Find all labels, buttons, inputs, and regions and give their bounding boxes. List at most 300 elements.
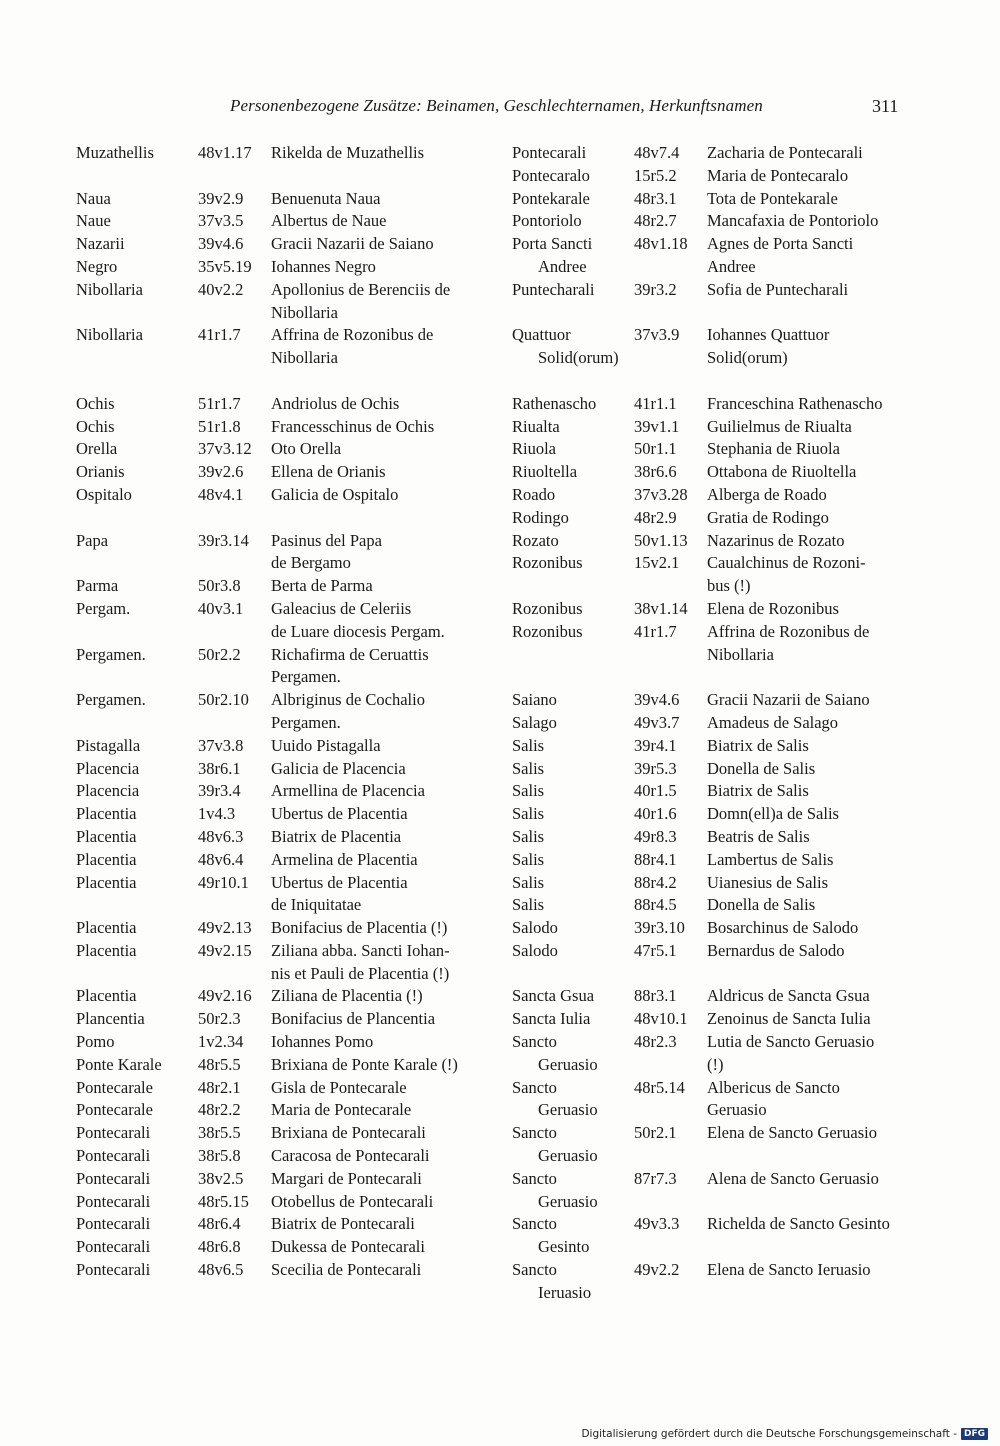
- entry-name: [512, 210, 634, 233]
- index-entry: [512, 1213, 912, 1259]
- entry-name: [76, 142, 198, 165]
- entry-text: [707, 917, 912, 940]
- entry-reference: 38r5.5: [198, 1123, 241, 1143]
- entry-name: [512, 735, 634, 758]
- entry-text: [707, 985, 912, 1008]
- entry-reference: 39r3.4: [198, 781, 241, 801]
- entry-name: [512, 484, 634, 507]
- index-entry: [76, 393, 476, 416]
- entry-name: [76, 598, 198, 644]
- entry-text-line: de Iniquitatae: [271, 895, 362, 915]
- entry-name: [512, 552, 634, 598]
- entry-text-line: Apollonius de Berenciis de: [271, 279, 451, 299]
- entry-text-line: Margari de Pontecarali: [271, 1168, 422, 1188]
- entry-name: [76, 758, 198, 781]
- entry-name: [76, 484, 198, 507]
- entry-reference: 38v2.5: [198, 1168, 244, 1188]
- entry-text-line: Albertus de Naue: [271, 211, 387, 231]
- entry-name: [76, 1145, 198, 1168]
- entry-text: [707, 1213, 912, 1259]
- entry-text-line: Ottabona de Riuoltella: [707, 462, 857, 482]
- entry-text-line: Biatrix de Pontecarali: [271, 1214, 415, 1234]
- entry-reference: 48r2.1: [198, 1077, 241, 1097]
- entry-name-continuation: Geruasio: [538, 1146, 598, 1166]
- entry-text: [707, 461, 912, 484]
- entry-text-line: Armelina de Placentia: [271, 849, 418, 869]
- entry-text: [271, 1213, 476, 1236]
- entry-name-line: Pontecaralo: [512, 165, 590, 185]
- running-header: Personenbezogene Zusätze: Beinamen, Geschlechternamen, Herkunftsnamen: [230, 96, 763, 115]
- entry-text-line: Gracii Nazarii de Saiano: [707, 690, 870, 710]
- index-entry: [512, 507, 912, 530]
- entry-text: [271, 438, 476, 461]
- entry-reference: 50r2.2: [198, 644, 241, 664]
- entry-name: [512, 940, 634, 963]
- entry-name: [76, 644, 198, 690]
- entry-reference: 49r8.3: [634, 826, 677, 846]
- footer-text: Digitalisierung gefördert durch die Deutsche Forschungsgemeinschaft -: [581, 1428, 957, 1440]
- entry-reference: 48v6.5: [198, 1260, 244, 1280]
- entry-name: [512, 416, 634, 439]
- index-entry: [76, 1191, 476, 1214]
- entry-name: [512, 530, 634, 553]
- entry-name-line: Pontecarale: [76, 1077, 153, 1097]
- entry-name: [76, 689, 198, 735]
- index-entry: [512, 1008, 912, 1031]
- entry-name: [512, 894, 634, 917]
- entry-reference: 88r3.1: [634, 986, 677, 1006]
- entry-text-line: Armellina de Placencia: [271, 781, 425, 801]
- entry-text-line: Caracosa de Pontecarali: [271, 1146, 430, 1166]
- entry-name: [76, 849, 198, 872]
- entry-text-line: Bonifacius de Plancentia: [271, 1009, 436, 1029]
- entry-text: [271, 985, 476, 1008]
- entry-name: [512, 1008, 634, 1031]
- entry-text: [707, 940, 912, 963]
- entry-text: [271, 416, 476, 439]
- entry-reference: 37v3.12: [198, 439, 252, 459]
- entry-name-line: Pontekarale: [512, 188, 590, 208]
- index-entry: [512, 872, 912, 895]
- entry-name: [512, 279, 634, 302]
- index-entry: [512, 438, 912, 461]
- entry-name-line: Pontoriolo: [512, 211, 582, 231]
- entry-text: [271, 872, 476, 918]
- entry-text: [271, 1122, 476, 1145]
- entry-text-line: Berta de Parma: [271, 576, 373, 596]
- entry-text-line: Caualchinus de Rozoni-: [707, 553, 866, 573]
- index-entry: [512, 416, 912, 439]
- entry-text-line: Aldricus de Sancta Gsua: [707, 986, 870, 1006]
- entry-text: [271, 735, 476, 758]
- entry-name: [76, 872, 198, 918]
- entry-text-line: Bonifacius de Placentia (!): [271, 918, 448, 938]
- index-entry: [76, 917, 476, 940]
- entry-text-line: Scecilia de Pontecarali: [271, 1260, 422, 1280]
- entry-text-line: Pergamen.: [271, 667, 341, 687]
- entry-name-line: Pomo: [76, 1032, 115, 1052]
- entry-text: [271, 826, 476, 849]
- entry-name: [76, 940, 198, 986]
- index-entry: [512, 210, 912, 233]
- index-column-left: [76, 142, 476, 1282]
- entry-reference: 49v3.3: [634, 1214, 680, 1234]
- entry-text-line: Mancafaxia de Pontoriolo: [707, 211, 879, 231]
- entry-text-line: Affrina de Rozonibus de: [707, 621, 870, 641]
- entry-name-line: Riuoltella: [512, 462, 578, 482]
- entry-text: [271, 917, 476, 940]
- entry-reference: 50r2.3: [198, 1009, 241, 1029]
- entry-text-line: Alena de Sancto Geruasio: [707, 1168, 879, 1188]
- entry-text-line: Biatrix de Salis: [707, 781, 809, 801]
- entry-text-line: Stephania de Riuola: [707, 439, 840, 459]
- index-entry: [512, 142, 912, 165]
- entry-text-line: Rikelda de Muzathellis: [271, 143, 425, 162]
- section-gap: [76, 370, 476, 393]
- entry-text: [271, 142, 476, 165]
- entry-text: [271, 598, 476, 644]
- entry-name-line: Pontecarali: [76, 1146, 151, 1166]
- entry-text-line: Lambertus de Salis: [707, 849, 834, 869]
- entry-text-line: Tota de Pontekarale: [707, 188, 838, 208]
- index-entry: [512, 826, 912, 849]
- entry-reference: 48r6.4: [198, 1214, 241, 1234]
- entry-name: [512, 393, 634, 416]
- entry-name-line: Puntecharali: [512, 279, 595, 299]
- entry-text-line: Richafirma de Ceruattis: [271, 644, 429, 664]
- entry-text: [707, 188, 912, 211]
- entry-name: [76, 256, 198, 279]
- entry-reference: 37v3.28: [634, 484, 688, 504]
- entry-text-line: Biatrix de Placentia: [271, 826, 402, 846]
- index-entry: [76, 1031, 476, 1054]
- index-entry: [512, 188, 912, 211]
- entry-name: [512, 758, 634, 781]
- section-gap: [512, 963, 912, 986]
- entry-name: [76, 210, 198, 233]
- entry-text: [271, 256, 476, 279]
- entry-name-line: Ochis: [76, 393, 115, 413]
- entry-text: [271, 233, 476, 256]
- entry-name: [76, 1191, 198, 1214]
- entry-reference: 49v2.13: [198, 918, 252, 938]
- entry-text: [707, 1031, 912, 1077]
- entry-name: [512, 826, 634, 849]
- entry-name-line: Orianis: [76, 462, 125, 482]
- entry-name: [76, 1236, 198, 1259]
- entry-reference: 48v1.18: [634, 234, 688, 254]
- index-entry: [512, 393, 912, 416]
- entry-reference: 37v3.8: [198, 735, 244, 755]
- entry-text: [707, 598, 912, 621]
- entry-text-line: Galicia de Placencia: [271, 758, 406, 778]
- entry-text-line: Maria de Pontecaralo: [707, 165, 849, 185]
- entry-reference: 39r3.14: [198, 530, 249, 550]
- index-entry: [512, 780, 912, 803]
- entry-name: [76, 735, 198, 758]
- entry-name: [76, 1122, 198, 1145]
- entry-reference: 49v3.7: [634, 712, 680, 732]
- entry-name-line: Placentia: [76, 986, 137, 1006]
- entry-reference: 50r2.10: [198, 690, 249, 710]
- entry-reference: 39r4.1: [634, 735, 677, 755]
- index-entry: [76, 461, 476, 484]
- entry-text: [271, 1099, 476, 1122]
- index-entry: [512, 233, 912, 279]
- entry-reference: 37v3.5: [198, 211, 244, 231]
- entry-name-line: Rozonibus: [512, 598, 583, 618]
- entry-text-line: Sofia de Puntecharali: [707, 279, 849, 299]
- entry-text-line: Bosarchinus de Salodo: [707, 918, 859, 938]
- entry-name-continuation: Geruasio: [538, 1100, 598, 1120]
- entry-name-line: Salodo: [512, 918, 558, 938]
- index-entry: [76, 803, 476, 826]
- index-entry: [76, 210, 476, 233]
- entry-reference: 50v1.13: [634, 530, 688, 550]
- entry-name-line: Pontecarali: [76, 1191, 151, 1211]
- entry-name: [76, 188, 198, 211]
- entry-reference: 38r6.6: [634, 462, 677, 482]
- entry-text-line: Francesschinus de Ochis: [271, 416, 435, 436]
- entry-text-line: Domn(ell)a de Salis: [707, 804, 839, 824]
- index-entry: [512, 1122, 912, 1168]
- entry-text-line: Amadeus de Salago: [707, 712, 839, 732]
- entry-text-line: (!): [707, 1054, 724, 1074]
- entry-text-line: Bernardus de Salodo: [707, 940, 845, 960]
- entry-name-continuation: Ieruasio: [538, 1282, 592, 1302]
- entry-text-line: Benuenuta Naua: [271, 188, 381, 208]
- entry-name-line: Salis: [512, 735, 545, 755]
- entry-name-line: Roado: [512, 484, 556, 504]
- entry-name-line: Orella: [76, 439, 118, 459]
- index-entry: [512, 1259, 912, 1305]
- entry-name-line: Sancta Gsua: [512, 986, 595, 1006]
- entry-text-line: Richelda de Sancto Gesinto: [707, 1214, 890, 1234]
- entry-text: [707, 621, 912, 667]
- entry-name-line: Rathenascho: [512, 393, 597, 413]
- entry-name-line: Sancto: [512, 1260, 557, 1280]
- entry-reference: 40v2.2: [198, 279, 244, 299]
- entry-name-line: Riuola: [512, 439, 556, 459]
- entry-name-line: Salago: [512, 712, 557, 732]
- entry-text-line: Elena de Rozonibus: [707, 598, 839, 618]
- entry-text: [707, 233, 912, 279]
- entry-text: [707, 530, 912, 553]
- index-entry: [76, 1099, 476, 1122]
- entry-reference: 40v3.1: [198, 598, 244, 618]
- entry-text: [271, 689, 476, 735]
- index-entry: [76, 1054, 476, 1077]
- index-column-right: [512, 142, 912, 1305]
- entry-name-line: Placentia: [76, 872, 137, 892]
- entry-reference: 41r1.7: [198, 325, 241, 345]
- entry-text: [707, 712, 912, 735]
- entry-text: [707, 1168, 912, 1214]
- entry-text-line: Ubertus de Placentia: [271, 804, 408, 824]
- entry-name: [76, 530, 198, 576]
- entry-name: [512, 507, 634, 530]
- index-entry: [512, 849, 912, 872]
- entry-reference: 40r1.6: [634, 804, 677, 824]
- entry-name-line: Pergamen.: [76, 644, 146, 664]
- entry-text-line: Galicia de Ospitalo: [271, 484, 399, 504]
- entry-text-line: Oto Orella: [271, 439, 342, 459]
- entry-name: [76, 438, 198, 461]
- entry-text-line: Maria de Pontecarale: [271, 1100, 412, 1120]
- page-number: 311: [872, 96, 899, 116]
- dfg-logo: DFG: [961, 1428, 988, 1440]
- entry-text: [707, 803, 912, 826]
- entry-text: [271, 324, 476, 370]
- entry-text-line: Uuido Pistagalla: [271, 735, 381, 755]
- entry-text-line: Zenoinus de Sancta Iulia: [707, 1009, 871, 1029]
- entry-reference: 50r1.1: [634, 439, 677, 459]
- entry-name: [512, 985, 634, 1008]
- entry-name: [76, 985, 198, 1008]
- entry-name-line: Pontecarali: [76, 1260, 151, 1280]
- entry-reference: 87r7.3: [634, 1168, 677, 1188]
- entry-name-line: Rodingo: [512, 507, 569, 527]
- entry-name-line: Ponte Karale: [76, 1054, 162, 1074]
- index-entry: [76, 780, 476, 803]
- entry-name-line: Pontecarali: [76, 1237, 151, 1257]
- entry-name: [76, 1099, 198, 1122]
- entry-text: [707, 416, 912, 439]
- entry-reference: 48r3.1: [634, 188, 677, 208]
- entry-name-line: Salis: [512, 872, 545, 892]
- index-entry: [512, 803, 912, 826]
- entry-reference: 15r5.2: [634, 165, 677, 185]
- entry-name: [512, 849, 634, 872]
- entry-text: [707, 165, 912, 188]
- entry-name-line: Pontecarali: [76, 1168, 151, 1188]
- section-gap: [76, 165, 476, 188]
- entry-reference: 51r1.7: [198, 393, 241, 413]
- entry-name-line: Salodo: [512, 940, 558, 960]
- entry-name: [512, 803, 634, 826]
- entry-text-line: Dukessa de Pontecarali: [271, 1237, 425, 1257]
- index-entry: [76, 689, 476, 735]
- entry-reference: 49v2.15: [198, 940, 252, 960]
- index-entry: [76, 598, 476, 644]
- entry-name: [512, 1259, 634, 1305]
- entry-reference: 39v4.6: [634, 690, 680, 710]
- index-entry: [512, 461, 912, 484]
- entry-reference: 15v2.1: [634, 553, 680, 573]
- entry-name-line: Placentia: [76, 826, 137, 846]
- entry-name-line: Naua: [76, 188, 111, 208]
- entry-name-line: Salis: [512, 781, 545, 801]
- entry-name: [76, 917, 198, 940]
- entry-name-line: Sancto: [512, 1123, 557, 1143]
- entry-reference: 38r6.1: [198, 758, 241, 778]
- entry-name-line: Placentia: [76, 940, 137, 960]
- entry-text: [271, 1008, 476, 1031]
- entry-name: [512, 598, 634, 621]
- entry-reference: 48v1.17: [198, 143, 252, 162]
- entry-text-line: Gisla de Pontecarale: [271, 1077, 407, 1097]
- entry-name: [76, 324, 198, 370]
- entry-name: [76, 780, 198, 803]
- section-gap: [512, 302, 912, 325]
- entry-name: [76, 1213, 198, 1236]
- entry-text-line: Agnes de Porta Sancti: [707, 234, 854, 254]
- entry-reference: 48v10.1: [634, 1009, 688, 1029]
- index-entry: [512, 689, 912, 712]
- entry-reference: 88r4.2: [634, 872, 677, 892]
- index-entry: [76, 1077, 476, 1100]
- entry-name-line: Pistagalla: [76, 735, 141, 755]
- entry-reference: 49v2.16: [198, 986, 252, 1006]
- entry-name: [512, 1168, 634, 1214]
- index-entry: [76, 644, 476, 690]
- entry-text-line: Solid(orum): [707, 348, 788, 368]
- entry-text-line: Ziliana de Placentia (!): [271, 986, 423, 1006]
- entry-name: [512, 1077, 634, 1123]
- entry-text-line: Iohannes Negro: [271, 256, 376, 276]
- entry-text: [707, 279, 912, 302]
- footer: [581, 1428, 988, 1440]
- entry-reference: 37v3.9: [634, 325, 680, 345]
- entry-text: [707, 210, 912, 233]
- entry-text-line: Iohannes Quattuor: [707, 325, 830, 345]
- entry-text: [271, 644, 476, 690]
- entry-name: [512, 324, 634, 370]
- entry-text-line: Brixiana de Ponte Karale (!): [271, 1054, 458, 1074]
- index-entry: [512, 985, 912, 1008]
- entry-text: [707, 393, 912, 416]
- entry-name-line: Sancto: [512, 1032, 557, 1052]
- index-entry: [512, 1031, 912, 1077]
- entry-text-line: Affrina de Rozonibus de: [271, 325, 434, 345]
- entry-reference: 50r3.8: [198, 576, 241, 596]
- entry-name: [76, 1031, 198, 1054]
- entry-text-line: Iohannes Pomo: [271, 1032, 374, 1052]
- entry-name: [512, 872, 634, 895]
- entry-name-line: Pergamen.: [76, 690, 146, 710]
- index-entry: [76, 324, 476, 370]
- entry-text-line: Galeacius de Celeriis: [271, 598, 412, 618]
- entry-name: [512, 689, 634, 712]
- index-entry: [512, 917, 912, 940]
- entry-text-line: Guilielmus de Riualta: [707, 416, 852, 436]
- index-entry: [76, 233, 476, 256]
- index-entry: [512, 279, 912, 302]
- entry-text-line: Geruasio: [707, 1100, 767, 1120]
- entry-text-line: Lutia de Sancto Geruasio: [707, 1032, 875, 1052]
- index-entry: [512, 598, 912, 621]
- entry-reference: 49v2.2: [634, 1260, 680, 1280]
- entry-name: [76, 461, 198, 484]
- entry-reference: 88r4.1: [634, 849, 677, 869]
- entry-name-continuation: Andree: [538, 256, 587, 276]
- entry-text-line: Gracii Nazarii de Saiano: [271, 234, 434, 254]
- entry-text: [707, 894, 912, 917]
- entry-name-line: Salis: [512, 826, 545, 846]
- entry-name: [76, 416, 198, 439]
- entry-name-line: Sancta Iulia: [512, 1009, 591, 1029]
- entry-name: [76, 1008, 198, 1031]
- entry-reference: 40r1.5: [634, 781, 677, 801]
- entry-name-line: Rozonibus: [512, 553, 583, 573]
- entry-reference: 48r5.5: [198, 1054, 241, 1074]
- entry-name-line: Plancentia: [76, 1009, 145, 1029]
- entry-text: [707, 849, 912, 872]
- index-entry: [76, 1008, 476, 1031]
- entry-text: [271, 575, 476, 598]
- entry-text-line: Donella de Salis: [707, 895, 816, 915]
- index-entry: [76, 872, 476, 918]
